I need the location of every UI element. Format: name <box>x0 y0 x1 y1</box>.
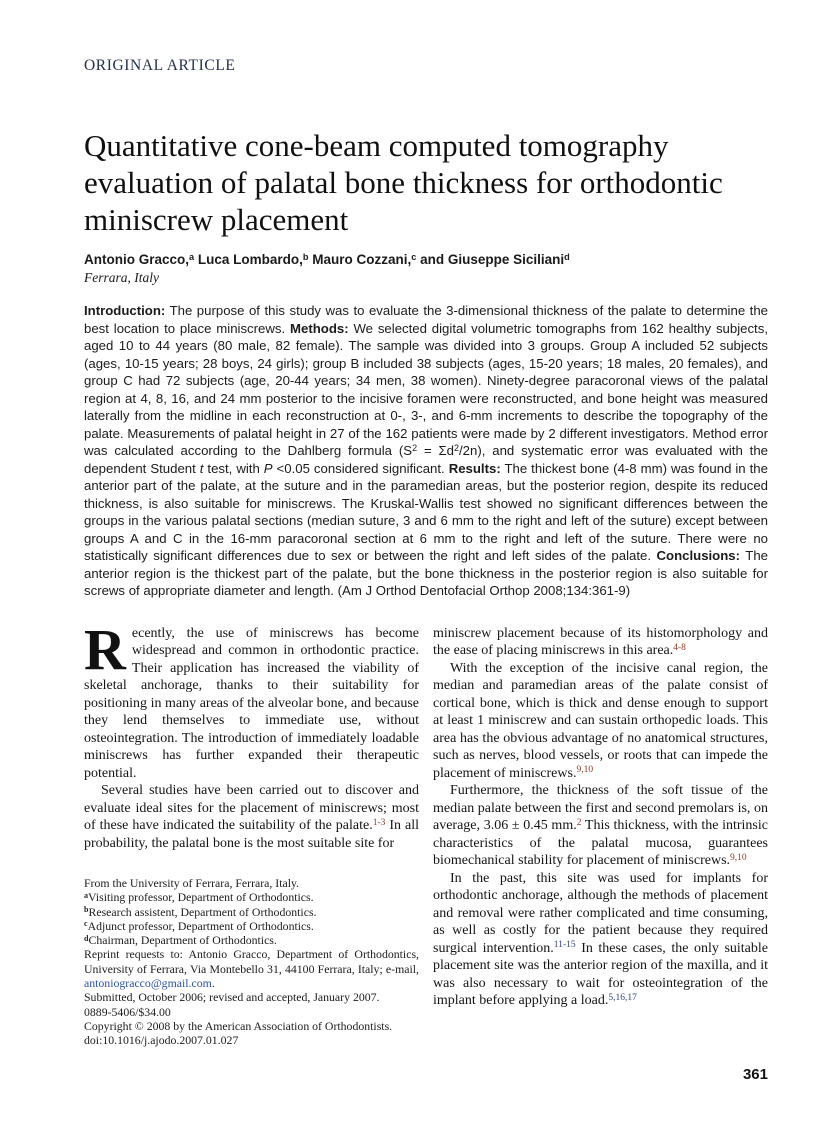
citation-ref[interactable]: 9,10 <box>730 852 747 863</box>
footnote-line <box>84 1019 419 1033</box>
text-segment: Visiting professor, Department of Orthodontics. <box>88 890 314 905</box>
text-segment: Introduction: <box>84 303 166 318</box>
footnotes <box>84 876 419 1048</box>
author-line <box>84 252 768 267</box>
left-column-text <box>84 616 419 853</box>
left-column <box>84 616 419 1048</box>
text-segment: With the exception of the incisive canal region, the median and paramedian areas of the palate consist of cortical bone, which is thick and dense enough to support at least 1 miniscrew and can sustain orthopedic loads. This area has the obvious advantage of no anatomical structures, such as nerves, blood vessels, or roots that can impede the placement of miniscrews. <box>433 660 768 781</box>
paragraph <box>433 870 768 1010</box>
superscript: 2 <box>454 442 459 453</box>
page-number: 361 <box>742 1066 768 1083</box>
text-segment: From the University of Ferrara, Ferrara, Italy. <box>84 876 300 890</box>
text-segment: Furthermore, the thickness of the soft tissue of the median palate between the first and second premolars is, on average, 3.06 ± 0.45 mm. <box>433 783 768 833</box>
footnote-line <box>84 990 419 1004</box>
right-column-text <box>433 625 768 1010</box>
paragraph <box>433 660 768 783</box>
footnote-line <box>84 1005 419 1019</box>
superscript: d <box>564 251 570 262</box>
drop-cap: R <box>84 616 126 682</box>
affiliation: Ferrara, Italy <box>84 270 159 285</box>
footnote-line <box>84 1033 419 1047</box>
text-segment: Reprint requests to: Antonio Gracco, Department of Orthodontics, University of Ferrara, Via Montebello 31, 44100 Ferrara, Italy; e-mail, <box>84 947 419 976</box>
paragraph <box>84 782 419 852</box>
superscript: d <box>84 933 89 943</box>
citation-ref[interactable]: 4-8 <box>673 642 686 653</box>
footnote-line <box>84 905 419 919</box>
superscript: b <box>302 251 309 262</box>
article-type-label: ORIGINAL ARTICLE <box>84 57 236 74</box>
text-segment: The thickest bone (4-8 mm) was found in the anterior part of the palate, at the suture and in the paramedian areas, but the posterior region, despite its reduced thickness, is also suitable for miniscrews. The Kruskal-Wallis test showed no significant differences between the groups in the various palatal sections (median suture, 3 and 6 mm to the right and left of the suture) except between groups A and C in the 16-mm paracoronal section at 6 mm to the right and left of the suture. There were no statistically significant differences due to sex or between the right and left sides of the palate. <box>84 460 768 563</box>
footnote-line <box>84 890 419 904</box>
text-segment: Methods: <box>290 320 349 336</box>
text-segment: The anterior region is the thickest part of the palate, but the bone thickness in the posterior region is also suitable for screws of appropriate diameter and length. (Am J Orthod Dentofacial Orthop 2008;134:361-9) <box>84 548 768 598</box>
text-segment: The purpose of this study was to evaluate the 3-dimensional thickness of the palate to determine the best location to place miniscrews. <box>84 303 768 336</box>
citation-ref[interactable]: 11-15 <box>553 940 576 951</box>
text-segment: In the past, this site was used for implants for orthodontic anchorage, although the methods of placement and removal were rather complicated and time consuming, as well as costly for the patient because they required surgical intervention. <box>433 870 768 956</box>
superscript: c <box>84 919 88 929</box>
text-segment: Luca Lombardo, <box>194 252 303 267</box>
text-segment: Several studies have been carried out to discover and evaluate ideal sites for the placement of miniscrews; most of these have indicated the suitability of the palate. <box>84 783 419 833</box>
text-segment: /2n), and systematic error was evaluated with the dependent Student <box>84 443 768 476</box>
paragraph <box>433 625 768 660</box>
footnote-line <box>84 919 419 933</box>
text-segment: t <box>199 460 204 476</box>
citation-ref[interactable]: 5,16,17 <box>608 992 637 1003</box>
footnote-line <box>84 876 419 890</box>
text-segment: ecently, the use of miniscrews has become widespread and common in orthodontic practice. Their application has increased the viability of skeletal anchorage, thanks to their suitability for positioning in many areas of the alveolar bone, and because they lend themselves to immediate use, without osteointegration. The introduction of immediately loadable miniscrews has further expanded their therapeutic potential. <box>84 625 419 781</box>
text-segment: Submitted, October 2006; revised and accepted, January 2007. <box>84 990 380 1005</box>
text-segment: doi:10.1016/j.ajodo.2007.01.027 <box>84 1033 239 1048</box>
page-content <box>84 0 768 1048</box>
text-segment: This thickness, with the intrinsic characteristics of the palatal mucosa, guarantees biomechanical stability for placement of miniscrews. <box>433 818 768 868</box>
paragraph <box>433 782 768 870</box>
text-segment: Results: <box>448 460 501 476</box>
article-title: Quantitative cone-beam computed tomography evaluation of palatal bone thickness for orthodontic miniscrew placement <box>84 128 723 237</box>
paragraph <box>84 616 419 783</box>
text-segment: Chairman, Department of Orthodontics. <box>88 933 277 948</box>
footnote-line <box>84 933 419 947</box>
text-segment: In these cases, the only suitable placement site was the anterior region of the maxilla, and it was also necessary to wait for osteointegration of the implant before applying a load. <box>433 940 768 1008</box>
superscript: 2 <box>412 442 418 453</box>
text-segment: Conclusions: <box>656 548 741 563</box>
right-column <box>433 625 768 1048</box>
text-segment: 0889-5406/$34.00 <box>84 1004 171 1019</box>
superscript: a <box>84 890 89 900</box>
text-segment: and Giuseppe Siciliani <box>416 252 565 267</box>
text-segment: test, with <box>203 460 264 476</box>
email-link[interactable]: antoniogracco@gmail.com <box>84 976 212 991</box>
text-segment: Copyright © 2008 by the American Association of Orthodontists. <box>84 1018 393 1033</box>
text-segment: P <box>263 460 273 476</box>
text-segment: . <box>211 976 215 991</box>
body-columns <box>84 616 768 1048</box>
text-segment: We selected digital volumetric tomographs from 162 healthy subjects, aged 10 to 44 years (80 male, 82 female). The sample was divided into 3 groups. Group A included 52 subjects (ages, 10-15 years; 28 boys, 24 girls); group B included 38 subjects (ages, 15-20 years; 18 males, 20 females), and group C had 72 subjects (age, 20-44 years; 34 men, 38 women). Ninety-degree paracoronal views of the palatal region at 4, 8, 16, and 24 mm posterior to the incisive foramen were reconstructed, and bone height was measured laterally from the midline in each reconstruction at 0-, 3-, and 6-mm increments to describe the topography of the palate. Measurements of palatal height in 27 of the 162 patients were made by 2 different investigators. Method error was calculated according to the Dahlberg formula (S <box>84 320 768 458</box>
text-segment: Antonio Gracco, <box>84 252 190 267</box>
text-segment: <0.05 considered significant. <box>272 460 449 476</box>
text-segment: Research assistent, Department of Orthodontics. <box>88 904 317 919</box>
abstract <box>84 302 768 600</box>
text-segment: miniscrew placement because of its histomorphology and the ease of placing miniscrews in this area. <box>433 625 768 658</box>
citation-ref[interactable]: 9,10 <box>576 765 594 776</box>
citation-ref[interactable]: 2 <box>576 817 582 828</box>
text-segment: In all probability, the palatal bone is the most suitable site for <box>84 818 419 851</box>
text-segment: = Σd <box>417 443 454 458</box>
superscript: b <box>84 904 89 914</box>
text-segment: Mauro Cozzani, <box>308 252 412 267</box>
footnote-line <box>84 947 419 990</box>
superscript: c <box>411 251 417 262</box>
text-segment: Adjunct professor, Department of Orthodontics. <box>87 918 314 933</box>
superscript: a <box>189 251 195 262</box>
citation-ref[interactable]: 1-3 <box>372 817 386 828</box>
